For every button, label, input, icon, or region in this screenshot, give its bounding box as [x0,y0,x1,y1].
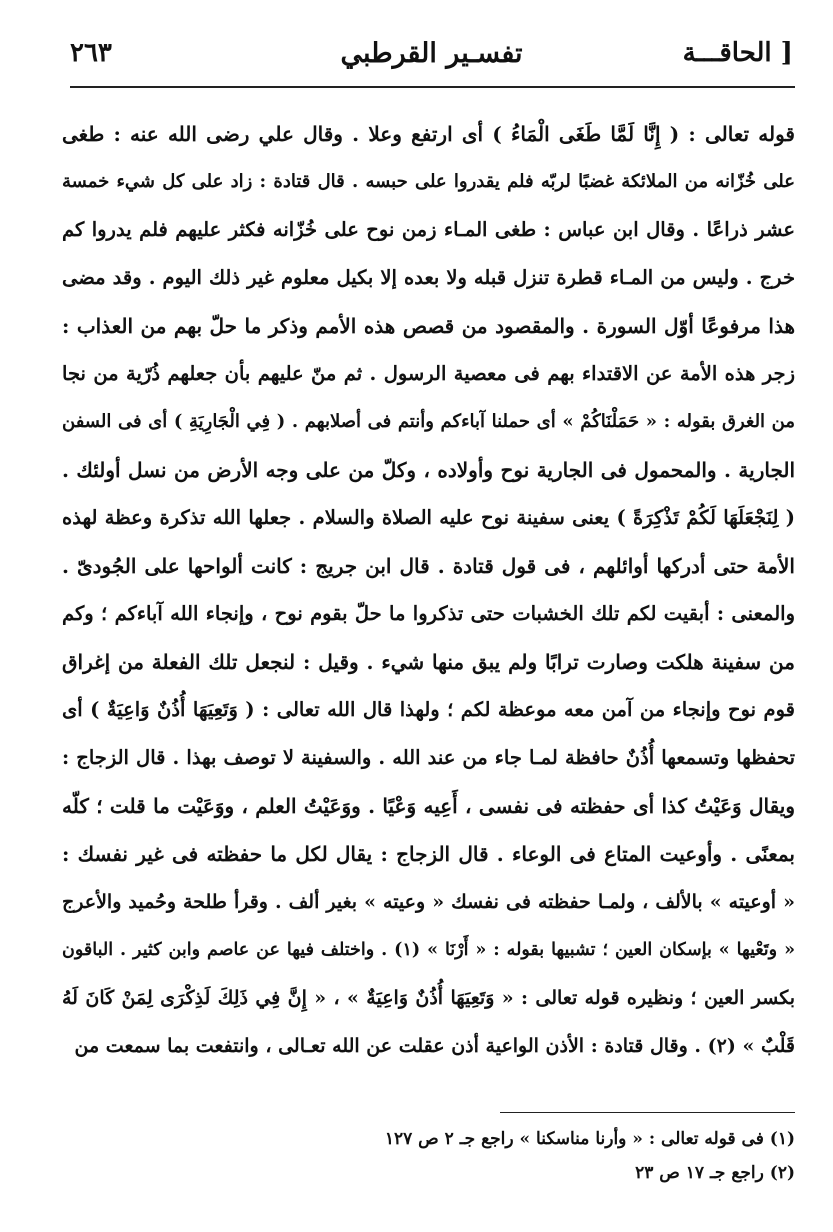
text-line: زجر هذه الأمة عن الاقتداء بهم فى معصية الرسول . ثم منّ عليهم بأن جعلهم ذُرّية من نجا [62,362,795,385]
text-line: « وتَعْيها » بإسكان العين ؛ تشبيها بقوله : « أَرْنَا » (١) . واختلف فيها عن عاصم وابن كثير . الباقون [62,940,795,960]
text-line: ( لِنَجْعَلَهَا لَكُمْ تَذْكِرَةً ) يعنى سفينة نوح عليه الصلاة والسلام . جعلها الله تذكرة وعظة لهذه [62,506,795,529]
text-line: الأمة حتى أدركها أوائلهم ، فى قول قتادة . قال ابن جريج : كانت ألواحها على الجُودىّ . [62,554,795,578]
page-header [70,32,793,82]
footnote-2: (٢) راجع جـ ١٧ ص ٢٣ [635,1163,795,1183]
header-divider [70,86,795,88]
text-line: بمعنًى . وأوعيت المتاع فى الوعاء . قال الزجاج : يقال لكل ما حفظته فى غير نفسك : [62,842,795,866]
text-line: هذا مرفوعًا أوّل السورة . والمقصود من قصص هذه الأمم وذكر ما حلّ بهم من العذاب : [62,314,795,338]
chapter-name: [ الحاقـــة [682,38,793,68]
text-line: والمعنى : أبقيت لكم تلك الخشبات حتى تذكروا ما حلّ بقوم نوح ، وإنجاء الله آباءكم ؛ وكم [62,602,795,625]
text-line: الجارية . والمحمول فى الجارية نوح وأولاده ، وكلّ من على وجه الأرض من نسل أولئك . [62,458,795,482]
text-line: من الغرق بقوله : « حَمَلْنَاكُمْ » أى حملنا آباءكم وأنتم فى أصلابهم . ( فِي الْجَارِيَةِ ) أى فى السفن [62,411,795,432]
footnote-divider [500,1112,795,1113]
text-line: من سفينة هلكت وصارت ترابًا ولم يبق منها شيء . وقيل : لنجعل تلك الفعلة من إغراق [62,650,795,674]
body-text [62,110,795,1070]
page-number: ٢٦٣ [70,38,112,68]
book-title: تفسـير القرطبي [340,38,523,69]
text-line: قوم نوح وإنجاء من آمن معه موعظة لكم ؛ ولهذا قال الله تعالى : ( وَتَعِيَهَا أُذُنٌ وَاعِيَةٌ ) أى [62,698,795,721]
text-line: « أوعيته » بالألف ، ولمـا حفظته فى نفسك « وعيته » بغير ألف . وقرأ طلحة وحُميد والأعرج [62,891,795,913]
text-line: قَلْبٌ » (٢) . وقال قتادة : الأذن الواعية أذن عقلت عن الله تعـالى ، وانتفعت بما سمعت من [74,1035,795,1057]
text-line: قوله تعالى : ( إِنَّا لَمَّا طَغَى الْمَاءُ ) أى ارتفع وعلا . وقال علي رضى الله عنه : طغى [62,122,795,146]
text-line: تحفظها وتسمعها أُذُنٌ حافظة لمـا جاء من عند الله . والسفينة لا توصف بهذا . قال الزجاج : [62,746,795,769]
text-line: ويقال وَعَيْتُ كذا أى حفظته فى نفسى ، أَعِيه وَعْيًا . ووَعَيْتُ العلم ، ووَعَيْت ما قلت ؛ كلّه [62,794,795,818]
text-line: بكسر العين ؛ ونظيره قوله تعالى : « وَتَعِيَهَا أُذُنٌ وَاعِيَةٌ » ، « إِنَّ فِي ذَلِكَ لَذِكْرَى لِمَنْ كَانَ لَهُ [62,987,795,1009]
text-line: خرج . وليس من المـاء قطرة تنزل قبله ولا بعده إلا بكيل معلوم غير ذلك اليوم . وقد مضى [62,266,795,289]
text-line: عشر ذراعًا . وقال ابن عباس : طغى المـاء زمن نوح على خُزّانه فكثر عليهم فلم يدروا كم [62,218,795,241]
text-line: على خُزّانه من الملائكة غضبًا لربّه فلم يقدروا على حبسه . قال قتادة : زاد على كل شيء خمسة [62,171,795,192]
footnote-1: (١) فى قوله تعالى : « وأرنا مناسكنا » راجع جـ ٢ ص ١٢٧ [384,1129,795,1149]
footnotes [200,1122,795,1190]
